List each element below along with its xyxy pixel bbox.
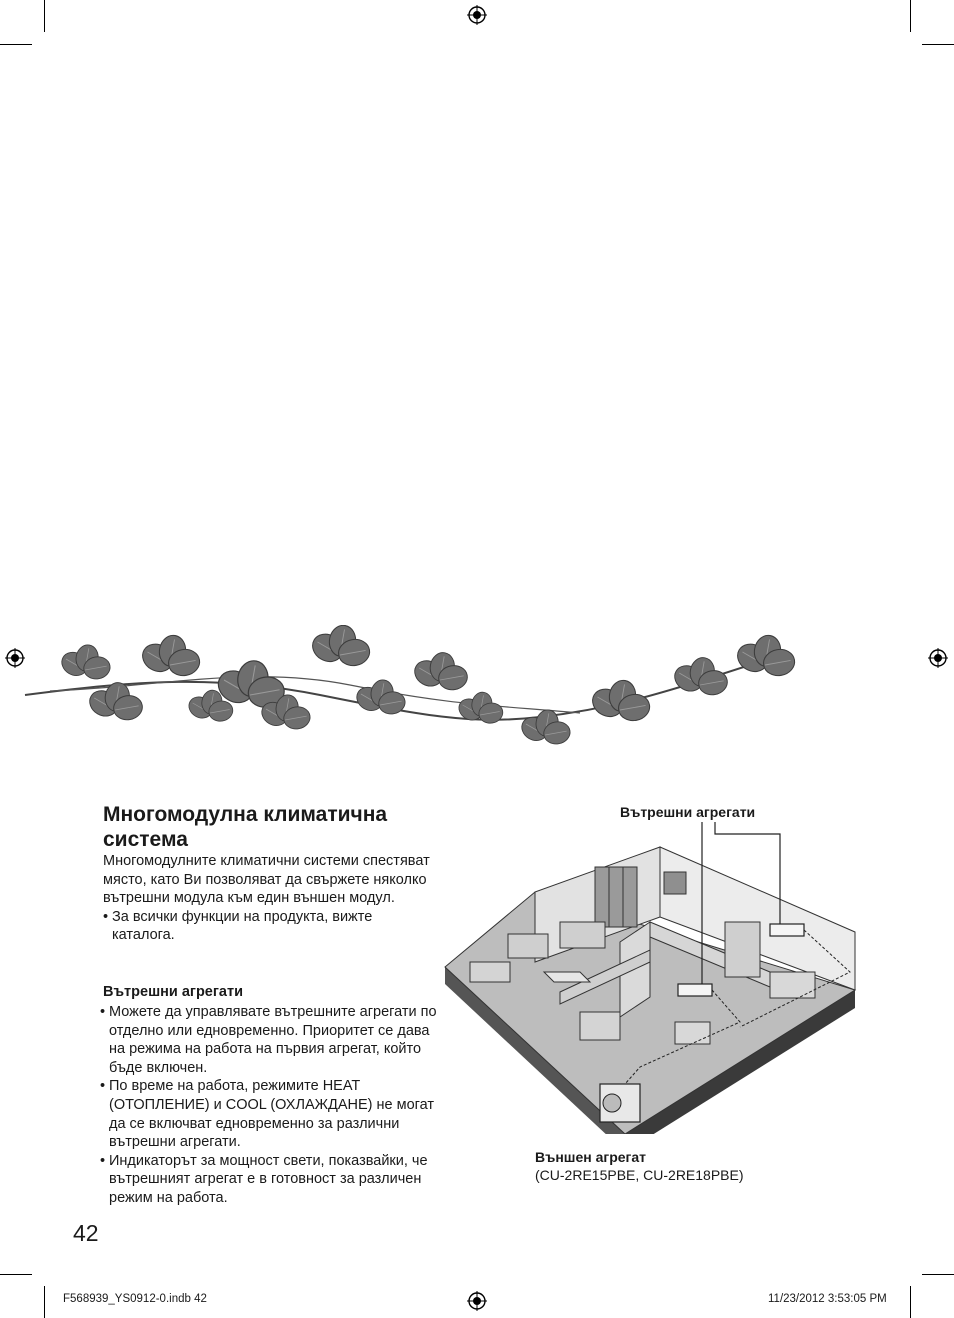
outdoor-unit-models: (CU-2RE15PBE, CU-2RE18PBE): [535, 1167, 744, 1183]
decorative-vine-image: [20, 625, 810, 760]
intro-text: Многомодулните климатични системи спестяват място, като Ви позволяват да свържете няколко вътрешни модула към един външен модул.: [103, 853, 430, 907]
list-item: • Можете да управлявате вътрешните агрегати по отделно или едновременно. Приоритет се дава на режима на работа на първия агрегат, който бъде включен.: [100, 1003, 440, 1077]
list-item: • По време на работа, режимите HEAT (ОТОПЛЕНИЕ) и COOL (ОХЛАЖДАНЕ) не могат да се включват едновременно за различни вътрешни агрегати.: [100, 1077, 440, 1151]
crop-mark: [910, 1286, 911, 1318]
registration-mark-icon: [467, 1291, 487, 1311]
intro-block: [103, 852, 433, 945]
crop-mark: [0, 44, 32, 45]
multi-room-house-illustration: [440, 822, 860, 1134]
intro-bullet-list: [103, 908, 433, 945]
crop-mark: [44, 0, 45, 32]
footer-file-info: F568939_YS0912-0.indb 42: [63, 1293, 207, 1305]
outdoor-unit-label: Външен агрегат: [535, 1149, 647, 1165]
list-item: • Индикаторът за мощност свети, показвайки, че вътрешният агрегат е в готовност за различен режим на работа.: [100, 1152, 440, 1208]
registration-mark-icon: [467, 5, 487, 25]
crop-mark: [910, 0, 911, 32]
indoor-units-heading: Вътрешни агрегати: [103, 984, 243, 1000]
crop-mark: [0, 1274, 32, 1275]
footer-timestamp: 11/23/2012 3:53:05 PM: [768, 1293, 887, 1305]
crop-mark: [922, 1274, 954, 1275]
section-title: Многомодулна климатична система: [103, 803, 388, 851]
page-number: 42: [73, 1220, 99, 1246]
outdoor-unit-caption: [535, 1148, 744, 1184]
indoor-units-label: Вътрешни агрегати: [620, 804, 756, 820]
crop-mark: [922, 44, 954, 45]
indoor-units-bullet-list: [100, 1003, 440, 1208]
list-item: • За всички функции на продукта, вижте каталога.: [103, 908, 433, 945]
crop-mark: [44, 1286, 45, 1318]
registration-mark-icon: [928, 648, 948, 668]
